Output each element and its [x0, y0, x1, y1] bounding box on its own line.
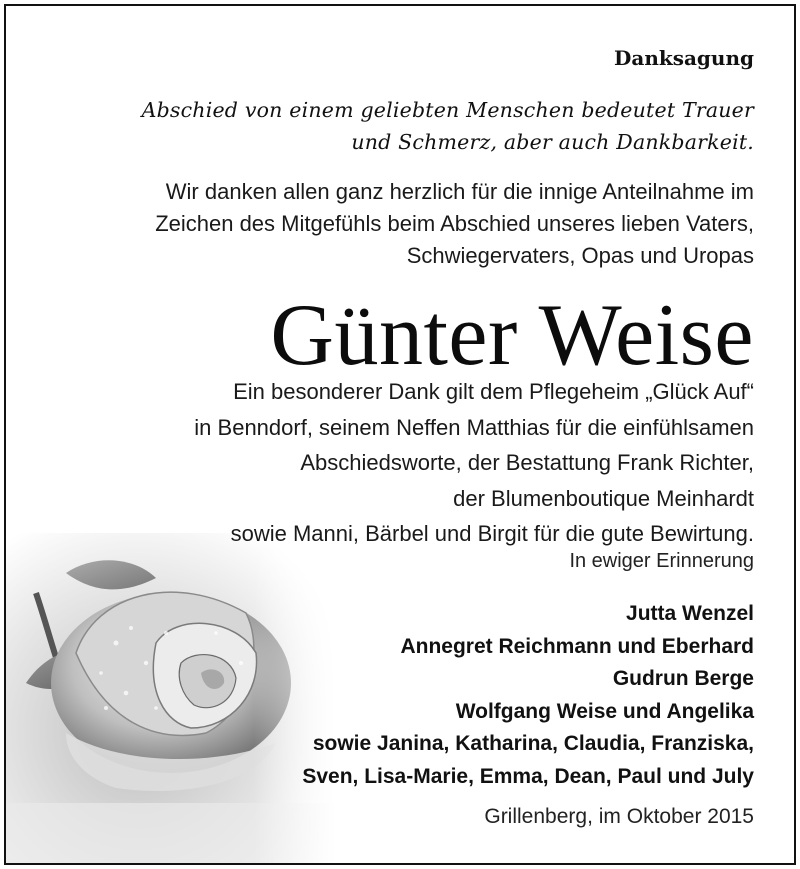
mourners-list: [302, 598, 754, 793]
motto: [142, 94, 754, 158]
place-date: Grillenberg, im Oktober 2015: [484, 805, 754, 828]
memory-line: In ewiger Erinnerung: [569, 550, 754, 572]
deceased-name: Günter Weise: [270, 287, 754, 384]
mourner-line: sowie Janina, Katharina, Claudia, Franziska,: [312, 732, 754, 755]
thanks-line: Ein besonderer Dank gilt dem Pflegeheim „Glück Auf“: [233, 379, 754, 404]
motto-line: Abschied von einem geliebten Menschen bedeutet Trauer: [141, 98, 754, 122]
mourner-line: Annegret Reichmann und Eberhard: [400, 634, 754, 658]
thanks-line: sowie Manni, Bärbel und Birgit für die gute Bewirtung.: [230, 521, 754, 546]
mourner-line: Sven, Lisa-Marie, Emma, Dean, Paul und July: [302, 764, 754, 788]
heading: Danksagung: [614, 46, 754, 70]
intro-line: Wir danken allen ganz herzlich für die innige Anteilnahme im: [165, 179, 754, 204]
thanks-line: in Benndorf, seinem Neffen Matthias für die einfühlsamen: [194, 414, 754, 440]
obituary-notice: [4, 4, 796, 865]
motto-line: und Schmerz, aber auch Dankbarkeit.: [351, 130, 754, 154]
thanks-line: Abschiedsworte, der Bestattung Frank Richter,: [300, 450, 754, 475]
special-thanks: [194, 374, 754, 552]
intro-line: Schwiegervaters, Opas und Uropas: [406, 243, 754, 268]
intro-text: [155, 176, 754, 272]
rose-image: [6, 533, 336, 863]
mourner-line: Gudrun Berge: [612, 667, 754, 690]
mourner-line: Wolfgang Weise und Angelika: [455, 699, 754, 723]
mourner-line: Jutta Wenzel: [626, 602, 754, 625]
thanks-line: der Blumenboutique Meinhardt: [453, 485, 754, 511]
intro-line: Zeichen des Mitgefühls beim Abschied unseres lieben Vaters,: [155, 211, 754, 236]
